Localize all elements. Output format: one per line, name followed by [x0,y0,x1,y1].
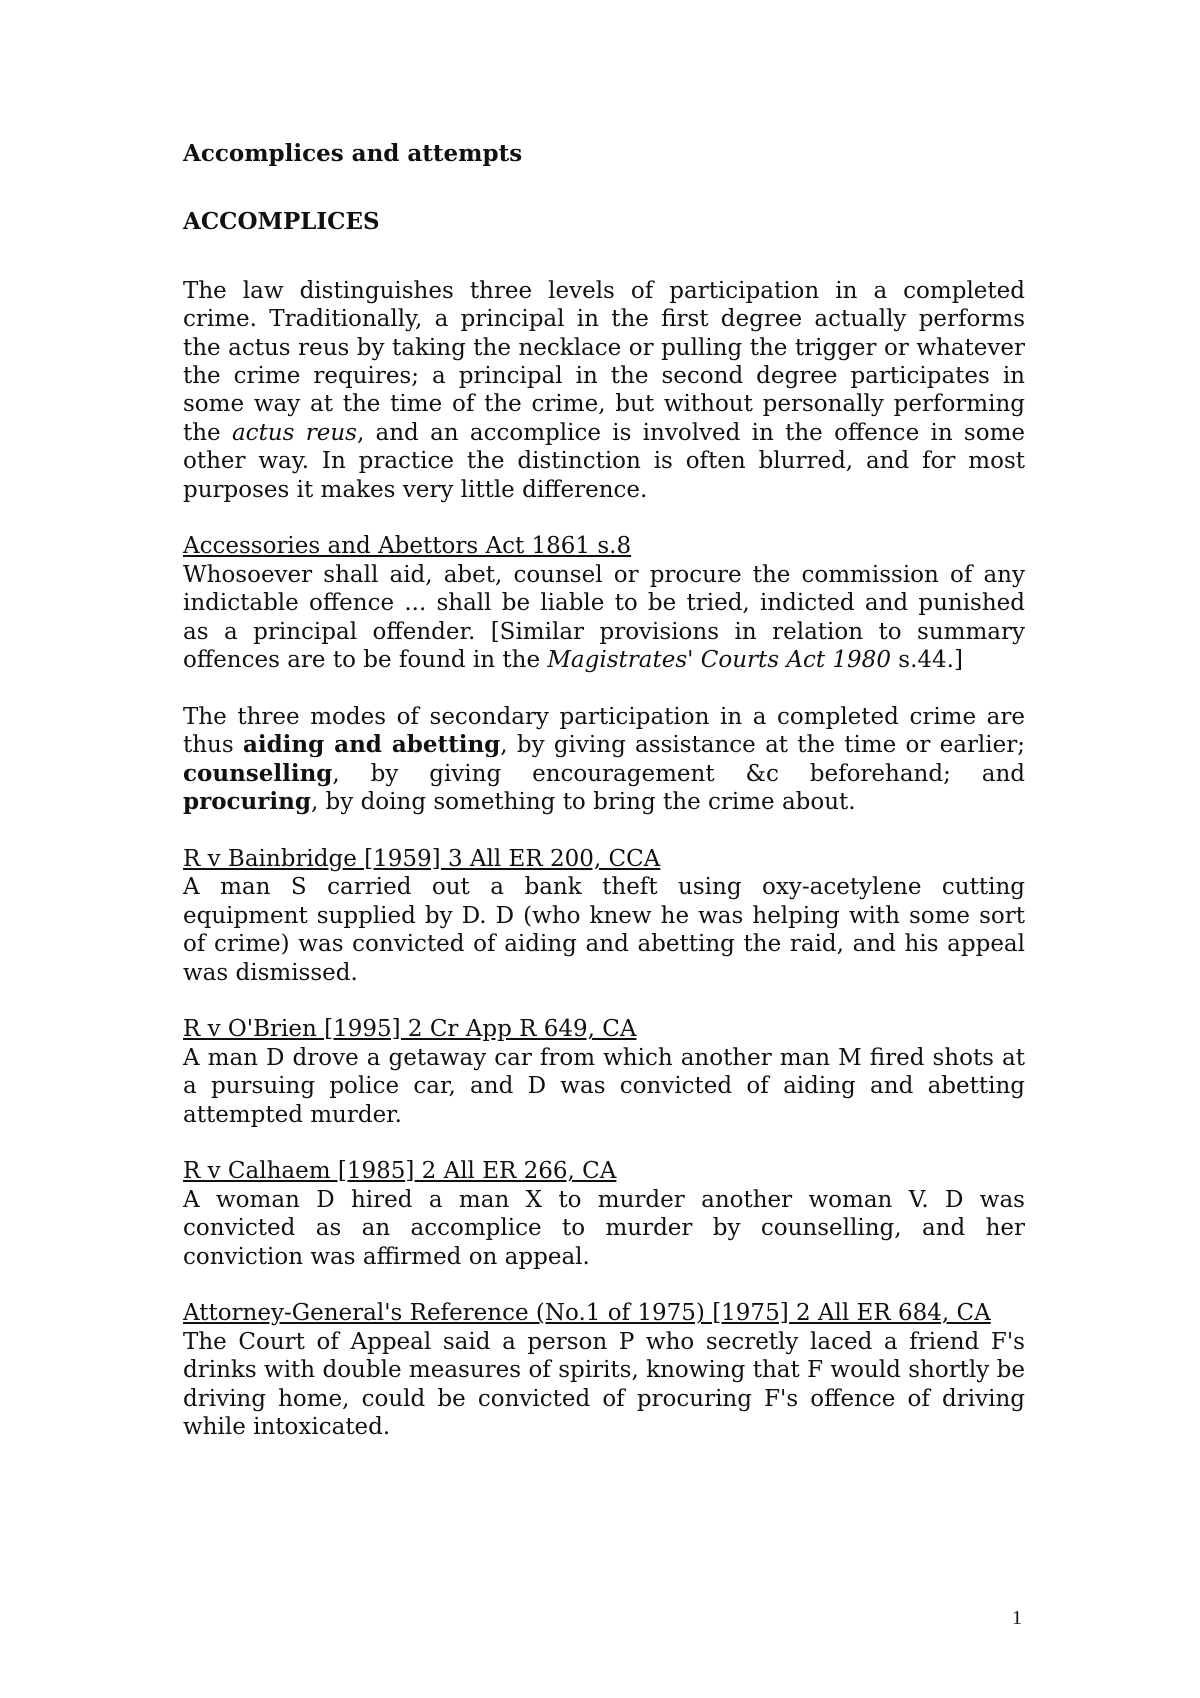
modes-paragraph [183,703,1025,817]
case-body-bainbridge: A man S carried out a bank theft using oxy-acetylene cutting equipment supplied by D. D (who knew he was helping with some sort of crime) was convicted of aiding and abetting the raid, and his appeal was dismissed. [183,874,1025,986]
case-body-ag-reference: The Court of Appeal said a person P who secretly laced a friend F's drinks with double measures of spirits, knowing that F would shortly be driving home, could be convicted of procuring F's offence of driving while intoxicated. [183,1328,1025,1440]
document-page [183,140,1025,1470]
modes-text-3: , by giving encouragement &c beforehand; and [332,760,1025,787]
case-heading-ag-reference: Attorney-General's Reference (No.1 of 1975) [1975] 2 All ER 684, CA [183,1300,991,1327]
modes-bold-counselling: counselling [183,759,333,787]
case-body-obrien: A man D drove a getaway car from which another man M fired shots at a pursuing police car, and D was convicted of aiding and abetting attempted murder. [183,1044,1025,1128]
modes-bold-aiding: aiding and abetting [242,731,501,759]
case-heading-calhaem: R v Calhaem [1985] 2 All ER 266, CA [183,1158,617,1185]
case-body-calhaem: A woman D hired a man X to murder another woman V. D was convicted as an accomplice to murder by counselling, and her conviction was affirmed on appeal. [183,1186,1025,1270]
statute-text-b: s.44.] [890,647,963,674]
statute-italic-act: Magistrates' Courts Act 1980 [547,647,891,674]
statute-heading: Accessories and Abettors Act 1861 s.8 [183,533,632,560]
statute-text-a: Whosoever shall aid, abet, counsel or procure the commission of any indictable offence ... shall be liable to be tried, indicted and punished as a principal offender. [Similar provisions in relation to summary offences are to be found in the [183,561,1025,674]
modes-text-4: , by doing something to bring the crime about. [310,789,856,816]
intro-text-start: The law distinguishes three levels of participation in a completed crime. Traditionally, a principal in the first degree actually performs the actus reus by taking the necklace or pulling the trigger or whatever the crime requires; a principal in the second degree participates in some way at the time of the crime, but without personally performing the [183,277,1025,446]
section-heading-accomplices: ACCOMPLICES [183,208,380,236]
modes-text-1: The three modes of secondary participation in a completed crime are thus [183,703,1025,759]
modes-bold-procuring: procuring [183,788,311,816]
document-title: Accomplices and attempts [183,140,523,167]
modes-text-2: , by giving assistance at the time or earlier; [500,732,1026,759]
statute-paragraph [183,561,1025,675]
case-heading-bainbridge: R v Bainbridge [1959] 3 All ER 200, CCA [183,845,661,872]
page-number: 1 [1012,1607,1022,1629]
intro-italic-actus-reus: actus reus [231,419,357,446]
intro-paragraph [183,277,1025,504]
case-heading-obrien: R v O'Brien [1995] 2 Cr App R 649, CA [183,1016,637,1043]
intro-text-end: , and an accomplice is involved in the offence in some other way. In practice the distinction is often blurred, and for most purposes it makes very little difference. [183,419,1025,503]
